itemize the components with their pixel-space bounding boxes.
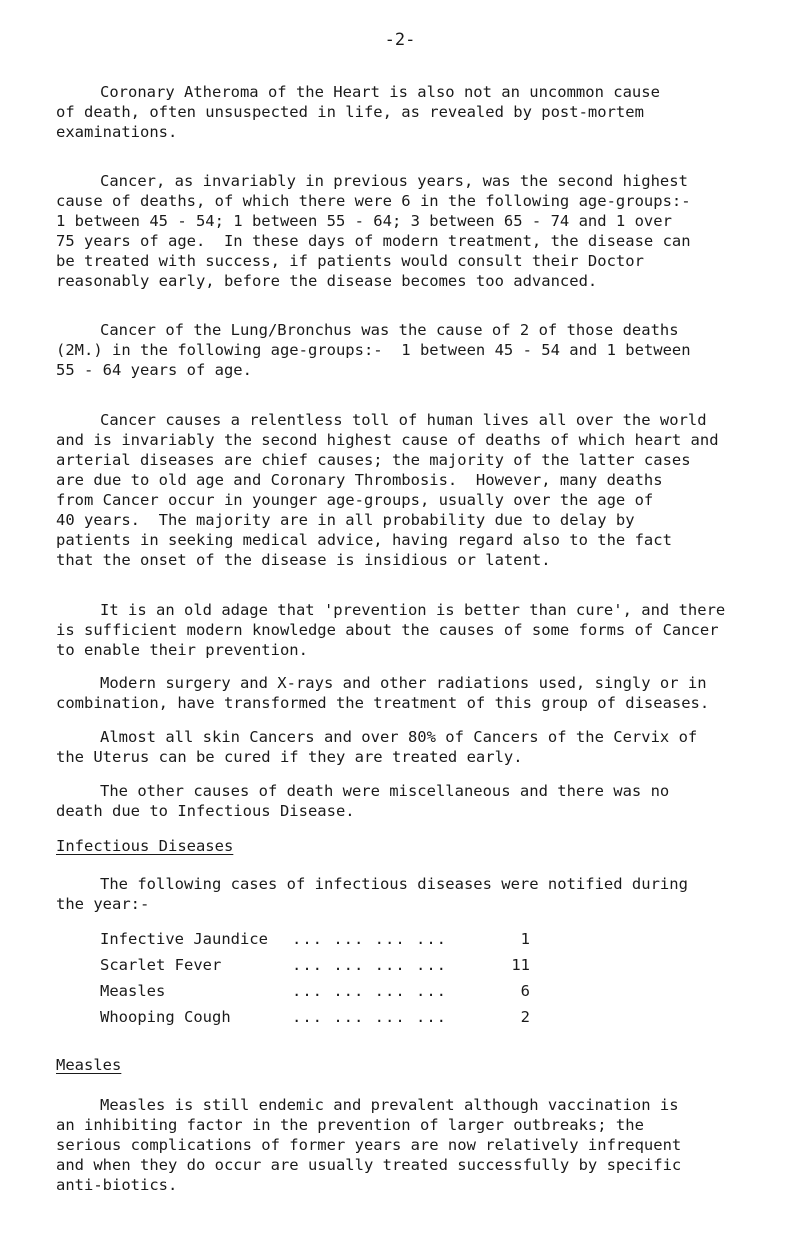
disease-name: Measles [100,982,166,1000]
leader-dots: ... ... ... ... [292,982,447,1000]
leader-dots: ... ... ... ... [292,1008,447,1026]
text-line: Cancer, as invariably in previous years, was the second highest [100,172,688,190]
text-line: Measles is still endemic and prevalent although vaccination is [100,1096,679,1114]
table-row [100,982,530,1008]
text-line: serious complications of former years are now relatively infrequent [56,1136,682,1154]
text-line: 1 between 45 - 54; 1 between 55 - 64; 3 between 65 - 74 and 1 over [56,212,672,230]
text-line: Coronary Atheroma of the Heart is also not an uncommon cause [100,83,660,101]
text-line: from Cancer occur in younger age-groups, usually over the age of [56,491,654,509]
text-line: reasonably early, before the disease becomes too advanced. [56,272,598,290]
heading-measles: Measles [56,1056,122,1074]
text-line: patients in seeking medical advice, having regard also to the fact [56,531,672,549]
text-line: the Uterus can be cured if they are treated early. [56,748,523,766]
text-line: to enable their prevention. [56,641,308,659]
text-line: Cancer causes a relentless toll of human lives all over the world [100,411,707,429]
paragraph-cancer-toll [56,410,776,570]
paragraph-cancer [56,171,776,291]
text-line: 40 years. The majority are in all probability due to delay by [56,511,635,529]
table-row [100,956,530,982]
disease-name: Whooping Cough [100,1008,231,1026]
text-line: 75 years of age. In these days of modern treatment, the disease can [56,232,691,250]
text-line: (2M.) in the following age-groups:- 1 between 45 - 54 and 1 between [56,341,691,359]
text-line: death due to Infectious Disease. [56,802,355,820]
text-line: the year:- [56,895,150,913]
paragraph-prevention-adage [56,600,776,660]
text-line: that the onset of the disease is insidious or latent. [56,551,551,569]
text-line: anti-biotics. [56,1176,178,1194]
text-line: is sufficient modern knowledge about the causes of some forms of Cancer [56,621,719,639]
table-row [100,1008,530,1034]
heading-infectious-diseases: Infectious Diseases [56,837,234,855]
paragraph-measles [56,1095,776,1195]
leader-dots: ... ... ... ... [292,930,447,948]
text-line: of death, often unsuspected in life, as revealed by post-mortem [56,103,644,121]
case-count: 11 [511,956,530,974]
text-line: arterial diseases are chief causes; the majority of the latter cases [56,451,691,469]
paragraph-coronary-atheroma [56,82,776,142]
text-line: Cancer of the Lung/Bronchus was the cause of 2 of those deaths [100,321,679,339]
text-line: and is invariably the second highest cause of deaths of which heart and [56,431,719,449]
text-line: cause of deaths, of which there were 6 in the following age-groups:- [56,192,691,210]
paragraph-notified-cases [56,874,776,914]
case-count: 6 [520,982,530,1000]
text-line: and when they do occur are usually treated successfully by specific [56,1156,682,1174]
text-line: Modern surgery and X-rays and other radiations used, singly or in [100,674,707,692]
paragraph-modern-surgery [56,673,776,713]
page-number: -2- [384,30,416,50]
paragraph-lung-cancer [56,320,776,380]
paragraph-skin-cancers [56,727,776,767]
text-line: The other causes of death were miscellaneous and there was no [100,782,670,800]
paragraph-other-causes [56,781,776,821]
text-line: Almost all skin Cancers and over 80% of Cancers of the Cervix of [100,728,698,746]
case-count: 1 [520,930,530,948]
text-line: 55 - 64 years of age. [56,361,252,379]
text-line: It is an old adage that 'prevention is better than cure', and there [100,601,726,619]
table-row [100,930,530,956]
text-line: are due to old age and Coronary Thrombosis. However, many deaths [56,471,663,489]
text-line: an inhibiting factor in the prevention of larger outbreaks; the [56,1116,644,1134]
leader-dots: ... ... ... ... [292,956,447,974]
case-count: 2 [520,1008,530,1026]
disease-name: Scarlet Fever [100,956,222,974]
disease-name: Infective Jaundice [100,930,268,948]
text-line: combination, have transformed the treatment of this group of diseases. [56,694,710,712]
text-line: be treated with success, if patients would consult their Doctor [56,252,644,270]
text-line: The following cases of infectious diseases were notified during [100,875,688,893]
text-line: examinations. [56,123,178,141]
notifications-table [100,930,530,1034]
